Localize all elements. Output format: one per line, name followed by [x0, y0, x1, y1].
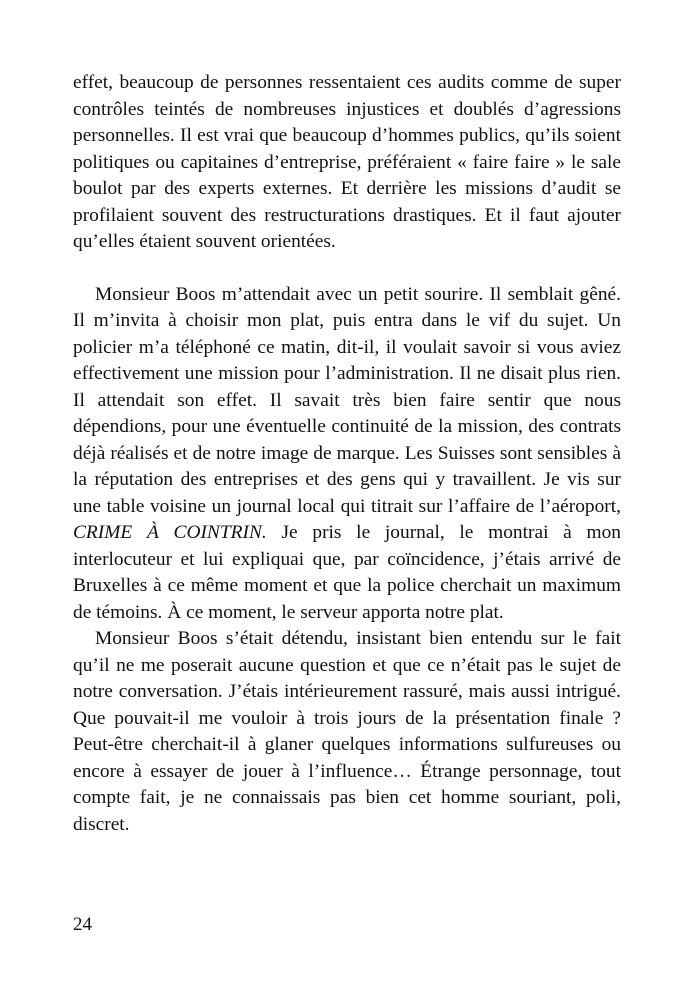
paragraph-continuation: effet, beaucoup de personnes ressentaient ces audits comme de super contrôles teintés de nombreuses injustices et doublés d’agressions personnelles. Il est vrai que beaucoup d’hommes publics, qu’ils soient politiques ou capitaines d’entreprise, préféraient « faire faire » le sale boulot par des experts externes. Et derrière les missions d’audit se profilaient souvent des restructurations drastiques. Et il faut ajouter qu’elles étaient souvent orientées.	[73, 72, 621, 252]
paragraph-lunch-meeting-text: Monsieur Boos m’attendait avec un petit sourire. Il semblait gêné. Il m’invita à choisir mon plat, puis entra dans le vif du sujet. Un policier m’a téléphoné ce matin, dit-il, il voulait savoir si vous aviez effectivement une mission pour l’administration. Il ne disait plus rien. Il attendait son effet. Il savait très bien faire sentir que nous dépendions, pour une éventuelle continuité de la mission, des contrats déjà réalisés et de notre image de marque. Les Suisses sont sensibles à la réputation des entreprises et des gens qui y travaillent. Je vis sur une table voisine un journal local qui titrait sur l’affaire de l’aéroport,	[73, 283, 621, 517]
paragraph-lunch-meeting	[73, 282, 621, 627]
paragraph-boos-relaxed: Monsieur Boos s’était détendu, insistant bien entendu sur le fait qu’il ne me poserait aucune question et que ce n’était pas le sujet de notre conversation. J’étais intérieurement rassuré, mais aussi intrigué. Que pouvait-il me vouloir à trois jours de la présentation finale ? Peut-être cherchait-il à glaner quelques informations sulfureuses ou encore à essayer de jouer à l’influence… Étrange personnage, tout compte fait, je ne connaissais pas bien cet homme souriant, poli, discret.	[73, 628, 621, 835]
paragraph-spacer	[73, 256, 621, 282]
page-number: 24	[73, 914, 92, 935]
paragraph-lunch-meeting-text-end: Je pris le journal, le montrai à mon interlocuteur et lui expliquai que, par coïncidence, j’étais arrivé de Bruxelles à ce même moment et que la police cherchait un maximum de témoins. À ce moment, le serveur apporta notre plat.	[73, 522, 621, 623]
newspaper-headline: CRIME À COINTRIN.	[73, 522, 267, 543]
page-body	[73, 70, 621, 838]
